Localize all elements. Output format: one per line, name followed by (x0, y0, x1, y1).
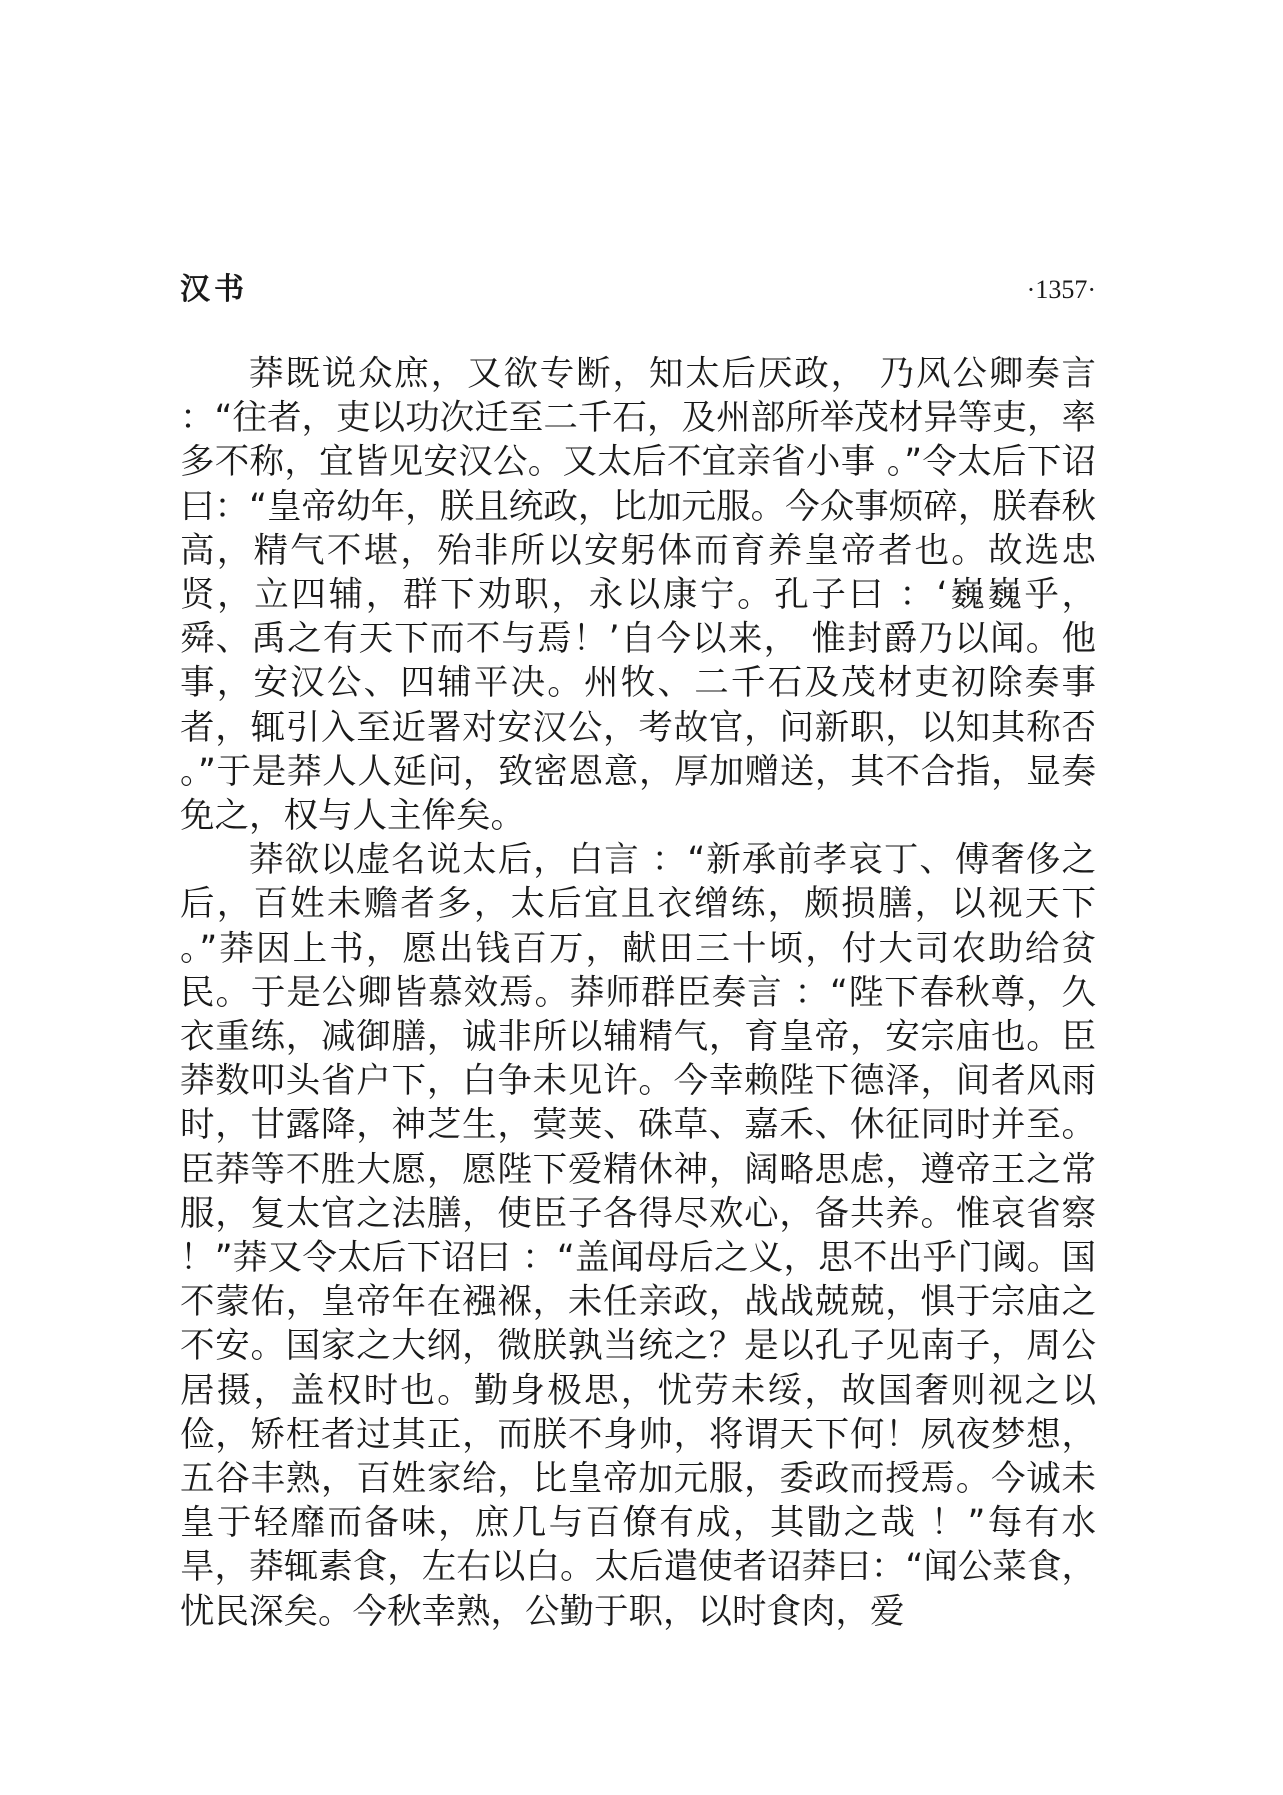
page-number: ·1357· (1026, 275, 1096, 304)
running-header (180, 268, 1096, 312)
book-title: 汉书 (180, 272, 248, 307)
paragraph-2: 莽欲以虚名说太后，白言 ：“新承前孝哀丁、傅奢侈之后，百姓未赡者多，太后宜且衣缯练，颇损膳，以视天下 。”莽因上书，愿出钱百万，献田三十顷，付大司农助给贫民。于是公卿皆慕效焉。莽师群臣奏言 ：“陛下春秋尊，久衣重练，减御膳，诚非所以辅精气，育皇帝，安宗庙也。臣莽数叩头省户下，白争未见许。今幸赖陛下德泽，间者风雨时，甘露降，神芝生，蓂荚、硃草、嘉禾、休征同时并至。臣莽等不胜大愿，愿陛下爱精休神，阔略思虑，遵帝王之常服，复太官之法膳，使臣子各得尽欢心，备共养。惟哀省察 ！”莽又令太后下诏曰 ：“盖闻母后之义，思不出乎门阈。国不蒙佑，皇帝年在襁褓，未任亲政，战战兢兢，惧于宗庙之不安。国家之大纲，微朕孰当统之？是以孔子见南子，周公居摄，盖权时也。勤身极思，忧劳未绥，故国奢则视之以俭，矫枉者过其正，而朕不身帅，将谓天下何！夙夜梦想，五谷丰熟，百姓家给，比皇帝加元服，委政而授焉。今诚未皇于轻靡而备味，庶几与百僚有成，其勖之哉 ！”每有水旱，莽辄素食，左右以白。太后遣使者诏莽曰：“闻公菜食，忧民深矣。今秋幸熟，公勤于职，以时食肉，爱 (180, 840, 1096, 1632)
body-text (180, 352, 1096, 1634)
paragraph-1: 莽既说众庶，又欲专断，知太后厌政， 乃风公卿奏言 ：“往者，吏以功次迁至二千石，及州部所举茂材异等吏，率多不称，宜皆见安汉公。又太后不宜亲省小事 。”令太后下诏曰：“皇帝幼年，朕且统政，比加元服。今众事烦碎，朕春秋高，精气不堪，殆非所以安躬体而育养皇帝者也。故选忠贤，立四辅，群下劝职，永以康宁。孔子曰 ：‘巍巍乎，舜、禹之有天下而不与焉！’自今以来， 惟封爵乃以闻。他事，安汉公、四辅平决。州牧、二千石及茂材吏初除奏事者，辄引入至近署对安汉公，考故官，问新职，以知其称否 。”于是莽人人延问，致密恩意，厚加赠送，其不合指，显奏免之，权与人主侔矣。 (180, 354, 1096, 837)
